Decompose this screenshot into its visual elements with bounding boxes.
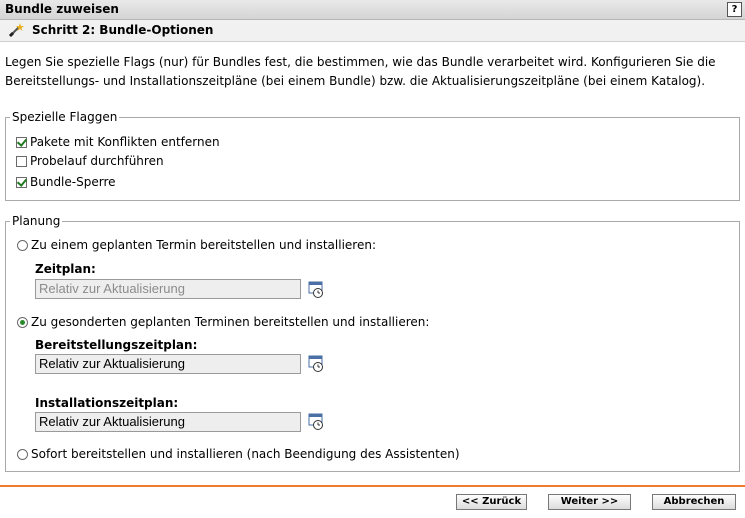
separate-schedules-radio[interactable] — [17, 317, 28, 328]
intro-text — [5, 53, 735, 91]
remove-conflicts-label: Pakete mit Konflikten entfernen — [30, 135, 220, 149]
schedule-field: Relativ zur Aktualisierung — [35, 279, 301, 299]
bundle-lock-label: Bundle-Sperre — [30, 175, 116, 189]
dry-run-label: Probelauf durchführen — [30, 154, 164, 168]
intro-line-2: Bereitstellungs- und Installationszeitpläne (bei einem Bundle) bzw. die Aktualisierungszeitpläne (bei einem Katalog). — [5, 74, 706, 88]
title-bar — [0, 0, 745, 20]
single-schedule-label: Zu einem geplanten Termin bereitstellen und installieren: — [31, 238, 376, 252]
special-flags-legend: Spezielle Flaggen — [12, 110, 118, 124]
flag-remove-conflicts[interactable] — [16, 134, 220, 150]
install-schedule-field[interactable]: Relativ zur Aktualisierung — [35, 412, 301, 432]
intro-line-1: Legen Sie spezielle Flags (nur) für Bundles fest, die bestimmen, wie das Bundle verarbeitet wird. Konfigurieren Sie die — [5, 55, 716, 69]
deploy-schedule-field[interactable]: Relativ zur Aktualisierung — [35, 354, 301, 374]
option-single-schedule[interactable] — [17, 237, 376, 253]
single-schedule-radio[interactable] — [17, 240, 28, 251]
deploy-calendar-icon[interactable] — [308, 355, 325, 372]
help-button[interactable]: ? — [727, 2, 742, 17]
wizard-wand-icon — [8, 23, 24, 38]
install-schedule-label: Installationszeitplan: — [35, 396, 179, 410]
next-button[interactable]: Weiter >> — [548, 494, 631, 510]
schedule-label: Zeitplan: — [35, 262, 96, 276]
footer-separator — [0, 485, 745, 487]
bundle-lock-checkbox[interactable] — [16, 177, 27, 188]
immediate-label: Sofort bereitstellen und installieren (nach Beendigung des Assistenten) — [31, 447, 460, 461]
back-button[interactable]: << Zurück — [456, 494, 527, 510]
deploy-schedule-label: Bereitstellungszeitplan: — [35, 338, 198, 352]
planning-legend: Planung — [12, 214, 61, 228]
dry-run-checkbox[interactable] — [16, 156, 27, 167]
separate-schedules-label: Zu gesonderten geplanten Terminen bereitstellen und installieren: — [31, 315, 430, 329]
install-calendar-icon[interactable] — [308, 413, 325, 430]
window-title: Bundle zuweisen — [5, 2, 119, 16]
option-separate-schedules[interactable] — [17, 314, 429, 330]
schedule-calendar-icon[interactable] — [308, 281, 325, 298]
remove-conflicts-checkbox[interactable] — [16, 137, 27, 148]
cancel-button[interactable]: Abbrechen — [652, 494, 736, 510]
flag-dry-run[interactable] — [16, 153, 164, 169]
option-immediate[interactable] — [17, 446, 460, 462]
immediate-radio[interactable] — [17, 449, 28, 460]
step-header — [0, 20, 745, 42]
step-title: Schritt 2: Bundle-Optionen — [32, 23, 214, 37]
flag-bundle-lock[interactable] — [16, 174, 116, 190]
